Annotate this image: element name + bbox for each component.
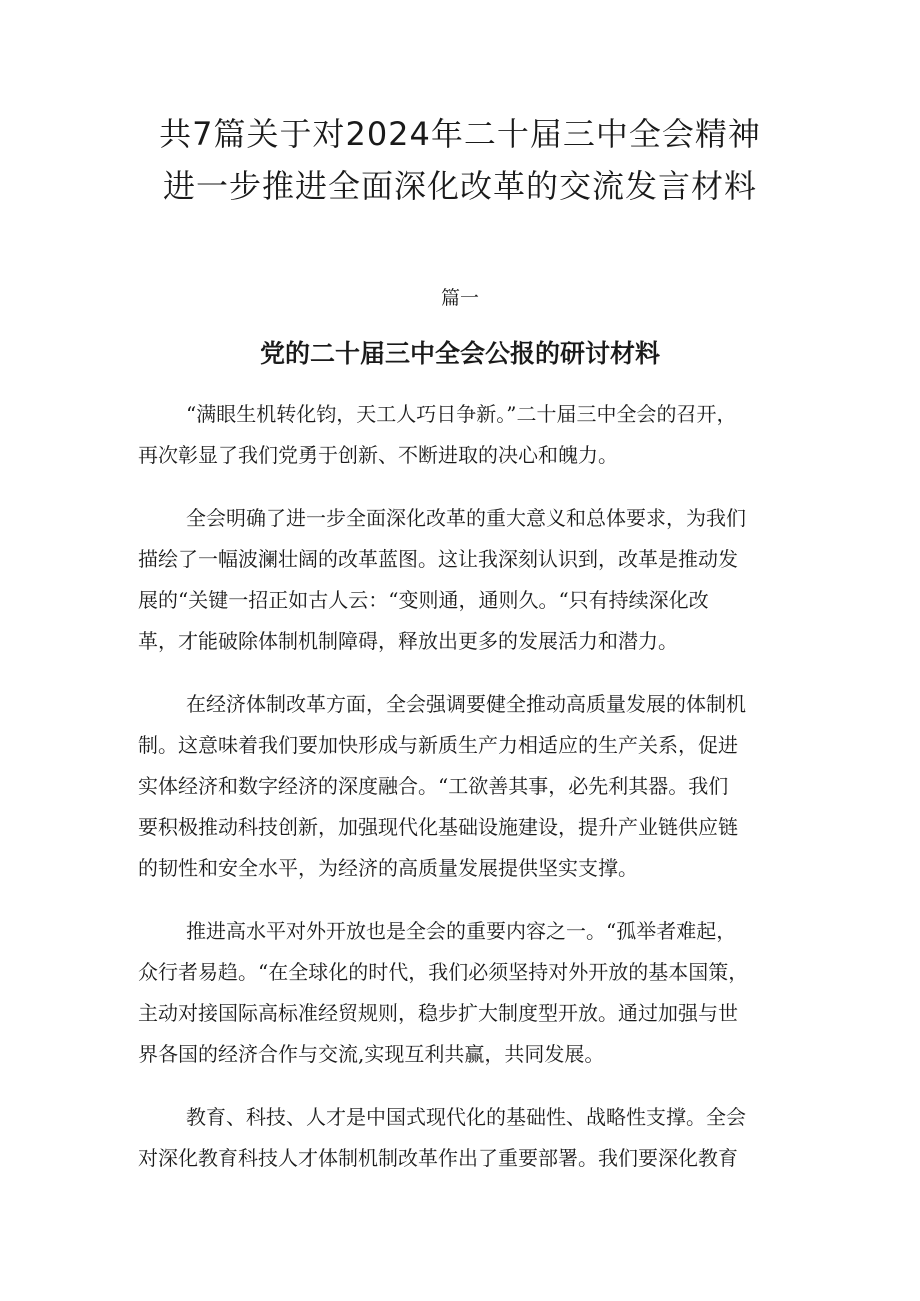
paragraph-line: 的韧性和安全水平，为经济的高质量发展提供坚实支撑。: [138, 856, 638, 880]
paragraph-line: 要积极推动科技创新，加强现代化基础设施建设，提升产业链供应链: [138, 815, 738, 839]
section-title: 党的二十届三中全会公报的研讨材料: [259, 339, 660, 368]
body-text: [138, 394, 798, 1201]
paragraph-line: 推进高水平对外开放也是全会的重要内容之一。“孤举者难起，: [186, 919, 737, 943]
paragraph-line: 制。这意味着我们要加快形成与新质生产力相适应的生产关系，促进: [138, 733, 738, 757]
paragraph-line: 描绘了一幅波澜壮阔的改革蓝图。这让我深刻认识到，改革是推动发: [138, 547, 738, 571]
paragraph-line: 教育、科技、人才是中国式现代化的基础性、战略性支撑。全会: [186, 1105, 746, 1129]
paragraph: [138, 1097, 798, 1179]
paragraph-line: 再次彰显了我们党勇于创新、不断进取的决心和魄力。: [138, 443, 618, 467]
paragraph-line: 实体经济和数字经济的深度融合。“工欲善其事，必先利其器。我们: [138, 774, 729, 798]
paragraph: [138, 498, 798, 662]
paragraph-line: 界各国的经济合作与交流,实现互利共赢，共同发展。: [138, 1042, 605, 1066]
document-title-line: 共7篇关于对2024年二十届三中全会精神: [159, 115, 761, 153]
paragraph-line: 众行者易趋。“在全球化的时代，我们必须坚持对外开放的基本国策，: [138, 960, 749, 984]
paragraph: [138, 684, 798, 889]
paragraph-line: 主动对接国际高标准经贸规则，稳步扩大制度型开放。通过加强与世: [138, 1001, 738, 1025]
paragraph: [138, 394, 798, 476]
paragraph-line: 展的“关键一招正如古人云：“变则通，通则久。“只有持续深化改: [138, 588, 709, 612]
section-label: 篇一: [440, 287, 479, 309]
paragraph-line: “满眼生机转化钧，天工人巧日争新。”二十届三中全会的召开，: [186, 402, 737, 426]
paragraph-line: 全会明确了进一步全面深化改革的重大意义和总体要求，为我们: [186, 506, 746, 530]
document-title: [100, 108, 820, 212]
document-title-line: 进一步推进全面深化改革的交流发言材料: [162, 167, 757, 205]
paragraph-line: 在经济体制改革方面，全会强调要健全推动高质量发展的体制机: [186, 692, 746, 716]
paragraph-line: 对深化教育科技人才体制机制改革作出了重要部署。我们要深化教育: [138, 1146, 738, 1170]
paragraph: [138, 911, 798, 1075]
paragraph-line: 革，才能破除体制机制障碍，释放出更多的发展活力和潜力。: [138, 629, 678, 653]
